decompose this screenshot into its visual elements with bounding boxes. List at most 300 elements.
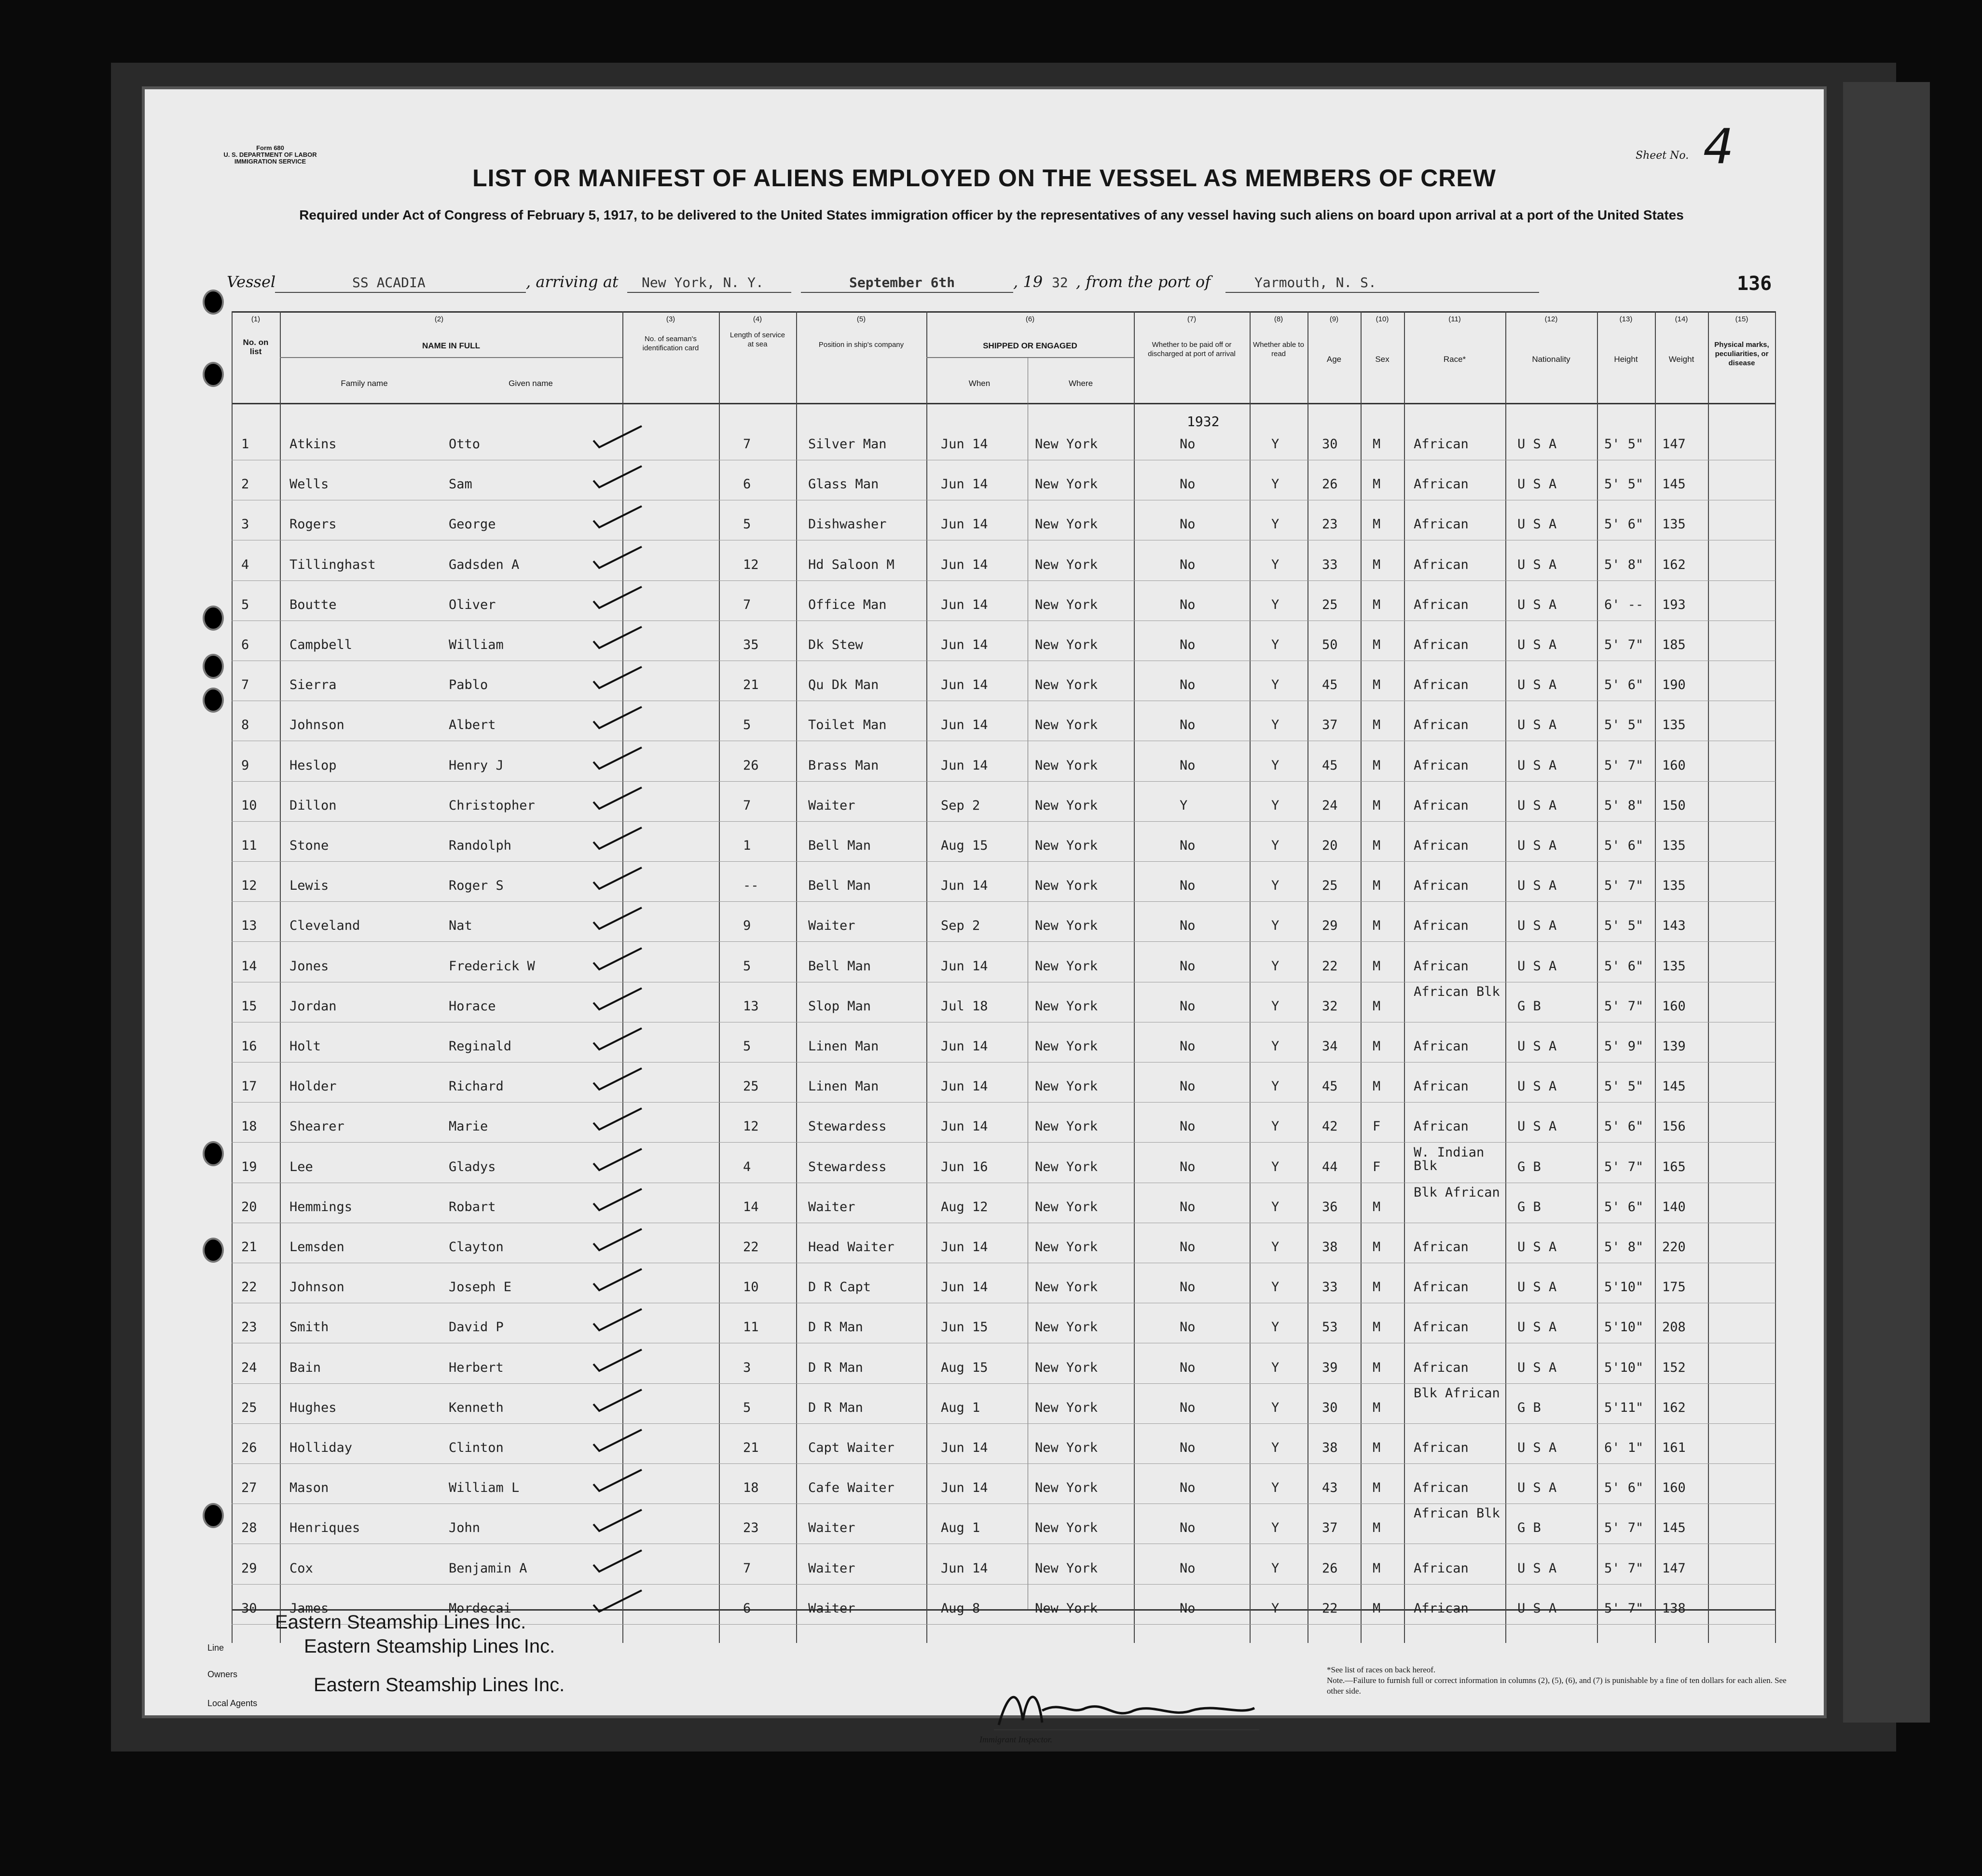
- cell-shipped-where: New York: [1035, 1199, 1098, 1214]
- cell-shipped-when: Jun 14: [941, 1119, 988, 1134]
- cell-family-name: Jordan: [289, 998, 337, 1014]
- cell-family-name: Lemsden: [289, 1240, 344, 1255]
- cell-weight: 208: [1662, 1320, 1686, 1335]
- subheader-family: Family name: [341, 379, 388, 388]
- reference-number: 136: [1737, 273, 1772, 295]
- cell-family-name: Holder: [289, 1079, 337, 1094]
- cell-age: 39: [1322, 1360, 1338, 1375]
- cell-able-to-read: Y: [1271, 838, 1280, 853]
- cell-shipped-when: Jun 14: [941, 1079, 988, 1094]
- cell-nationality: U S A: [1517, 517, 1557, 532]
- cell-height: 6' 1": [1604, 1440, 1644, 1455]
- cell-weight: 160: [1662, 998, 1686, 1014]
- cell-able-to-read: Y: [1271, 1159, 1280, 1174]
- company-line-1: Eastern Steamship Lines Inc.: [275, 1612, 526, 1633]
- check-mark-icon: [589, 1386, 647, 1415]
- table-top-rule: [232, 311, 1776, 313]
- cell-family-name: Mason: [289, 1480, 329, 1496]
- subheader-when: When: [968, 379, 991, 388]
- cell-given-name: Frederick W: [449, 958, 535, 974]
- cell-family-name: Wells: [289, 477, 329, 492]
- col-header-name: NAME IN FULL: [422, 341, 480, 350]
- cell-age: 45: [1322, 1079, 1338, 1094]
- cell-shipped-when: Jun 15: [941, 1320, 988, 1335]
- cell-weight: 138: [1662, 1600, 1686, 1616]
- cell-race: African: [1414, 1360, 1469, 1375]
- footnotes: [1327, 1665, 1790, 1697]
- cell-row-number: 13: [241, 918, 257, 934]
- cell-paid-off: No: [1180, 838, 1196, 853]
- cell-nationality: U S A: [1517, 1119, 1557, 1134]
- cell-service-length: --: [743, 878, 759, 894]
- cell-race: African: [1414, 758, 1469, 773]
- cell-family-name: Rogers: [289, 517, 337, 532]
- cell-given-name: Reginald: [449, 1039, 512, 1054]
- row-rule: [232, 941, 1776, 942]
- cell-service-length: 22: [743, 1240, 759, 1255]
- cell-row-number: 23: [241, 1320, 257, 1335]
- cell-sex: M: [1373, 677, 1381, 693]
- cell-height: 5' 9": [1604, 1039, 1644, 1054]
- cell-sex: M: [1373, 1320, 1381, 1335]
- cell-race: African: [1414, 1039, 1469, 1054]
- cell-position: Waiter: [808, 1520, 855, 1536]
- cell-paid-off: No: [1180, 1600, 1196, 1616]
- cell-given-name: George: [449, 517, 496, 532]
- form-header: [222, 145, 318, 165]
- col-number: (3): [666, 315, 675, 323]
- cell-shipped-when: Aug 1: [941, 1520, 980, 1536]
- table-row: [232, 1346, 1776, 1383]
- cell-race: African: [1414, 557, 1469, 572]
- cell-age: 53: [1322, 1320, 1338, 1335]
- row-rule: [232, 861, 1776, 862]
- cell-weight: 150: [1662, 798, 1686, 813]
- cell-race: African: [1414, 517, 1469, 532]
- cell-shipped-when: Jun 14: [941, 878, 988, 894]
- cell-able-to-read: Y: [1271, 1240, 1280, 1255]
- cell-sex: F: [1373, 1159, 1381, 1174]
- cell-paid-off: No: [1180, 1560, 1196, 1576]
- check-mark-icon: [589, 904, 647, 933]
- cell-paid-off: No: [1180, 597, 1196, 612]
- cell-shipped-where: New York: [1035, 1280, 1098, 1295]
- cell-able-to-read: Y: [1271, 878, 1280, 894]
- cell-family-name: Jones: [289, 958, 329, 974]
- cell-service-length: 21: [743, 1440, 759, 1455]
- cell-able-to-read: Y: [1271, 1320, 1280, 1335]
- cell-able-to-read: Y: [1271, 1280, 1280, 1295]
- row-rule: [232, 1142, 1776, 1143]
- table-row: [232, 1305, 1776, 1343]
- cell-position: Head Waiter: [808, 1240, 895, 1255]
- cell-weight: 190: [1662, 677, 1686, 693]
- col-header-height: Height: [1614, 355, 1638, 364]
- check-mark-icon: [589, 543, 647, 572]
- cell-shipped-where: New York: [1035, 717, 1098, 733]
- arriving-label: , arriving at: [526, 273, 619, 291]
- cell-family-name: Henriques: [289, 1520, 360, 1536]
- cell-service-length: 6: [743, 477, 751, 492]
- cell-row-number: 6: [241, 637, 249, 652]
- cell-given-name: Richard: [449, 1079, 504, 1094]
- binder-hole-1: [203, 290, 224, 315]
- row-rule: [232, 781, 1776, 782]
- cell-family-name: Cleveland: [289, 918, 360, 934]
- cell-shipped-when: Aug 15: [941, 838, 988, 853]
- check-mark-icon: [589, 784, 647, 813]
- line-label: Line: [207, 1643, 224, 1653]
- cell-height: 5' 7": [1604, 1600, 1644, 1616]
- cell-weight: 156: [1662, 1119, 1686, 1134]
- cell-row-number: 25: [241, 1400, 257, 1415]
- cell-shipped-when: Jun 14: [941, 1440, 988, 1455]
- table-row: [232, 824, 1776, 861]
- cell-given-name: Henry J: [449, 758, 504, 773]
- table-row: [232, 1506, 1776, 1544]
- cell-row-number: 22: [241, 1280, 257, 1295]
- cell-service-length: 6: [743, 1600, 751, 1616]
- cell-race: African: [1414, 918, 1469, 934]
- binder-hole-6: [203, 1141, 224, 1166]
- cell-age: 24: [1322, 798, 1338, 813]
- cell-row-number: 9: [241, 758, 249, 773]
- cell-position: Qu Dk Man: [808, 677, 879, 693]
- cell-race: African: [1414, 838, 1469, 853]
- cell-shipped-where: New York: [1035, 437, 1098, 452]
- cell-shipped-where: New York: [1035, 878, 1098, 894]
- cell-shipped-where: New York: [1035, 517, 1098, 532]
- cell-weight: 139: [1662, 1039, 1686, 1054]
- cell-shipped-where: New York: [1035, 1159, 1098, 1174]
- cell-position: Cafe Waiter: [808, 1480, 895, 1496]
- cell-age: 34: [1322, 1039, 1338, 1054]
- check-mark-icon: [589, 824, 647, 853]
- cell-race: Blk African: [1414, 1385, 1500, 1401]
- cell-sex: M: [1373, 1199, 1381, 1214]
- cell-nationality: U S A: [1517, 557, 1557, 572]
- cell-sex: F: [1373, 1119, 1381, 1134]
- cell-weight: 135: [1662, 838, 1686, 853]
- cell-shipped-when: Aug 12: [941, 1199, 988, 1214]
- table-row: [232, 583, 1776, 621]
- cell-age: 25: [1322, 878, 1338, 894]
- cell-paid-off: No: [1180, 637, 1196, 652]
- cell-shipped-when: Jul 18: [941, 998, 988, 1014]
- agents-label: Local Agents: [207, 1698, 258, 1708]
- table-row: [232, 744, 1776, 781]
- cell-nationality: U S A: [1517, 437, 1557, 452]
- cell-height: 5' 5": [1604, 477, 1644, 492]
- cell-sex: M: [1373, 477, 1381, 492]
- vessel-label: Vessel: [227, 273, 276, 291]
- cell-height: 5'10": [1604, 1320, 1644, 1335]
- service-name: IMMIGRATION SERVICE: [234, 158, 306, 165]
- cell-sex: M: [1373, 1039, 1381, 1054]
- arriving-underline: [627, 292, 791, 293]
- cell-height: 5' 6": [1604, 958, 1644, 974]
- col-header-nationality: Nationality: [1532, 355, 1570, 364]
- cell-race: African: [1414, 878, 1469, 894]
- cell-weight: 185: [1662, 637, 1686, 652]
- cell-height: 5' 5": [1604, 1079, 1644, 1094]
- cell-position: Waiter: [808, 1560, 855, 1576]
- col-number: (6): [1025, 315, 1035, 323]
- cell-service-length: 11: [743, 1320, 759, 1335]
- cell-row-number: 16: [241, 1039, 257, 1054]
- col-header-physical: Physical marks, peculiarities, or disease: [1714, 341, 1769, 367]
- cell-height: 5' 5": [1604, 437, 1644, 452]
- cell-family-name: Hemmings: [289, 1199, 353, 1214]
- cell-able-to-read: Y: [1271, 798, 1280, 813]
- col-header-no: No. on list: [243, 338, 269, 356]
- cell-shipped-when: Sep 2: [941, 798, 980, 813]
- cell-given-name: Sam: [449, 477, 472, 492]
- cell-nationality: U S A: [1517, 758, 1557, 773]
- cell-position: Dk Stew: [808, 637, 863, 652]
- cell-able-to-read: Y: [1271, 677, 1280, 693]
- cell-race: African Blk: [1414, 1506, 1500, 1521]
- cell-sex: M: [1373, 1520, 1381, 1536]
- col-number: (4): [753, 315, 762, 323]
- cell-position: D R Man: [808, 1320, 863, 1335]
- cell-row-number: 2: [241, 477, 249, 492]
- cell-age: 29: [1322, 918, 1338, 934]
- cell-service-length: 7: [743, 437, 751, 452]
- cell-row-number: 15: [241, 998, 257, 1014]
- cell-weight: 152: [1662, 1360, 1686, 1375]
- check-mark-icon: [589, 1104, 647, 1133]
- col-header-race: Race*: [1443, 355, 1466, 364]
- cell-able-to-read: Y: [1271, 758, 1280, 773]
- check-mark-icon: [589, 1586, 647, 1615]
- cell-given-name: Christopher: [449, 798, 535, 813]
- cell-shipped-when: Jun 14: [941, 1560, 988, 1576]
- note-races: *See list of races on back hereof.: [1327, 1665, 1436, 1674]
- cell-weight: 135: [1662, 878, 1686, 894]
- cell-position: Brass Man: [808, 758, 879, 773]
- cell-sex: M: [1373, 918, 1381, 934]
- cell-family-name: Tillinghast: [289, 557, 376, 572]
- header-bottom-rule: [232, 403, 1776, 404]
- cell-shipped-where: New York: [1035, 1400, 1098, 1415]
- cell-service-length: 18: [743, 1480, 759, 1496]
- col-header-age: Age: [1326, 355, 1342, 364]
- binder-hole-2: [203, 362, 224, 387]
- cell-able-to-read: Y: [1271, 1039, 1280, 1054]
- cell-able-to-read: Y: [1271, 437, 1280, 452]
- cell-nationality: U S A: [1517, 918, 1557, 934]
- cell-sex: M: [1373, 998, 1381, 1014]
- shipped-subheader-rule: [926, 357, 1134, 358]
- col-header-idcard: No. of seaman's identification card: [642, 335, 699, 352]
- cell-position: Bell Man: [808, 878, 871, 894]
- cell-age: 20: [1322, 838, 1338, 853]
- table-row: [232, 543, 1776, 580]
- check-mark-icon: [589, 623, 647, 652]
- cell-family-name: Lewis: [289, 878, 329, 894]
- cell-height: 5' 7": [1604, 998, 1644, 1014]
- cell-nationality: U S A: [1517, 597, 1557, 612]
- cell-given-name: Benjamin A: [449, 1560, 527, 1576]
- cell-height: 5' 5": [1604, 717, 1644, 733]
- cell-height: 5' 6": [1604, 677, 1644, 693]
- cell-shipped-where: New York: [1035, 798, 1098, 813]
- cell-row-number: 27: [241, 1480, 257, 1496]
- cell-age: 33: [1322, 1280, 1338, 1295]
- cell-age: 45: [1322, 758, 1338, 773]
- inspector-label: Immigrant Inspector.: [979, 1735, 1052, 1744]
- table-row: [232, 1225, 1776, 1263]
- cell-family-name: Hughes: [289, 1400, 337, 1415]
- cell-able-to-read: Y: [1271, 637, 1280, 652]
- cell-able-to-read: Y: [1271, 477, 1280, 492]
- cell-height: 5' 6": [1604, 838, 1644, 853]
- cell-weight: 160: [1662, 758, 1686, 773]
- table-row: [232, 904, 1776, 941]
- cell-weight: 145: [1662, 477, 1686, 492]
- cell-shipped-where: New York: [1035, 1600, 1098, 1616]
- cell-sex: M: [1373, 557, 1381, 572]
- cell-sex: M: [1373, 597, 1381, 612]
- cell-weight: 147: [1662, 1560, 1686, 1576]
- cell-given-name: Marie: [449, 1119, 488, 1134]
- col-number: (14): [1675, 315, 1688, 323]
- cell-shipped-when: Sep 2: [941, 918, 980, 934]
- cell-race: African: [1414, 677, 1469, 693]
- cell-able-to-read: Y: [1271, 717, 1280, 733]
- cell-age: 26: [1322, 1560, 1338, 1576]
- cell-given-name: Gladys: [449, 1159, 496, 1174]
- date-underline: [801, 292, 1013, 293]
- col-number: (7): [1187, 315, 1197, 323]
- cell-race: African: [1414, 1440, 1469, 1455]
- cell-race: African: [1414, 958, 1469, 974]
- cell-sex: M: [1373, 758, 1381, 773]
- inspector-signature: [989, 1682, 1259, 1735]
- cell-row-number: 21: [241, 1240, 257, 1255]
- cell-nationality: U S A: [1517, 958, 1557, 974]
- check-mark-icon: [589, 502, 647, 531]
- cell-shipped-when: Jun 14: [941, 958, 988, 974]
- check-mark-icon: [589, 1346, 647, 1375]
- company-line-3: Eastern Steamship Lines Inc.: [314, 1674, 565, 1696]
- cell-age: 26: [1322, 477, 1338, 492]
- cell-able-to-read: Y: [1271, 1600, 1280, 1616]
- cell-position: D R Capt: [808, 1280, 871, 1295]
- table-row: [232, 462, 1776, 500]
- cell-nationality: U S A: [1517, 1079, 1557, 1094]
- cell-height: 5' 7": [1604, 878, 1644, 894]
- check-mark-icon: [589, 703, 647, 732]
- cell-given-name: Robart: [449, 1199, 496, 1214]
- cell-nationality: U S A: [1517, 1039, 1557, 1054]
- cell-shipped-where: New York: [1035, 1320, 1098, 1335]
- cell-sex: M: [1373, 958, 1381, 974]
- cell-position: Slop Man: [808, 998, 871, 1014]
- cell-able-to-read: Y: [1271, 1400, 1280, 1415]
- cell-position: Waiter: [808, 918, 855, 934]
- table-row: [232, 1466, 1776, 1504]
- cell-able-to-read: Y: [1271, 958, 1280, 974]
- cell-shipped-when: Jun 14: [941, 1480, 988, 1496]
- cell-family-name: Smith: [289, 1320, 329, 1335]
- cell-shipped-when: Aug 15: [941, 1360, 988, 1375]
- cell-shipped-where: New York: [1035, 1079, 1098, 1094]
- cell-shipped-when: Jun 14: [941, 597, 988, 612]
- cell-position: Waiter: [808, 798, 855, 813]
- cell-nationality: U S A: [1517, 1360, 1557, 1375]
- cell-position: Waiter: [808, 1199, 855, 1214]
- cell-race: W. Indian Blk: [1414, 1145, 1485, 1173]
- cell-family-name: Johnson: [289, 1280, 344, 1295]
- cell-given-name: Oliver: [449, 597, 496, 612]
- check-mark-icon: [589, 583, 647, 612]
- subheader-given: Given name: [509, 379, 553, 388]
- cell-paid-off: No: [1180, 998, 1196, 1014]
- cell-paid-off: No: [1180, 1280, 1196, 1295]
- table-row: [232, 864, 1776, 901]
- cell-shipped-where: New York: [1035, 838, 1098, 853]
- cell-weight: 175: [1662, 1280, 1686, 1295]
- cell-sex: M: [1373, 1600, 1381, 1616]
- cell-race: African: [1414, 477, 1469, 492]
- check-mark-icon: [589, 663, 647, 692]
- name-subheader-rule: [280, 357, 622, 358]
- table-row: [232, 623, 1776, 661]
- cell-position: Capt Waiter: [808, 1440, 895, 1455]
- check-mark-icon: [589, 1145, 647, 1174]
- vessel-line: [227, 273, 1751, 297]
- cell-position: Office Man: [808, 597, 887, 612]
- cell-service-length: 5: [743, 1400, 751, 1415]
- check-mark-icon: [589, 864, 647, 893]
- cell-given-name: Otto: [449, 437, 481, 452]
- cell-family-name: Stone: [289, 838, 329, 853]
- col-number: (2): [434, 315, 444, 323]
- cell-shipped-where: New York: [1035, 1560, 1098, 1576]
- check-mark-icon: [589, 1426, 647, 1455]
- cell-row-number: 8: [241, 717, 249, 733]
- cell-nationality: U S A: [1517, 717, 1557, 733]
- cell-position: Stewardess: [808, 1119, 887, 1134]
- cell-shipped-when: Aug 1: [941, 1400, 980, 1415]
- cell-height: 5' 7": [1604, 1159, 1644, 1174]
- col-header-weight: Weight: [1668, 355, 1694, 364]
- check-mark-icon: [589, 1506, 647, 1535]
- cell-given-name: Clayton: [449, 1240, 504, 1255]
- arriving-port: New York, N. Y.: [642, 275, 764, 290]
- table-row: [232, 1145, 1776, 1183]
- cell-nationality: U S A: [1517, 1480, 1557, 1496]
- cell-family-name: Johnson: [289, 717, 344, 733]
- cell-age: 30: [1322, 437, 1338, 452]
- cell-given-name: Roger S: [449, 878, 504, 894]
- check-mark-icon: [589, 1225, 647, 1254]
- cell-paid-off: No: [1180, 1440, 1196, 1455]
- cell-height: 5' 7": [1604, 1560, 1644, 1576]
- cell-weight: 220: [1662, 1240, 1686, 1255]
- cell-family-name: James: [289, 1600, 329, 1616]
- cell-race: African: [1414, 717, 1469, 733]
- cell-weight: 193: [1662, 597, 1686, 612]
- table-row: [232, 1024, 1776, 1062]
- cell-race: African: [1414, 1560, 1469, 1576]
- cell-age: 23: [1322, 517, 1338, 532]
- cell-age: 37: [1322, 1520, 1338, 1536]
- cell-weight: 135: [1662, 517, 1686, 532]
- cell-shipped-when: Jun 14: [941, 437, 988, 452]
